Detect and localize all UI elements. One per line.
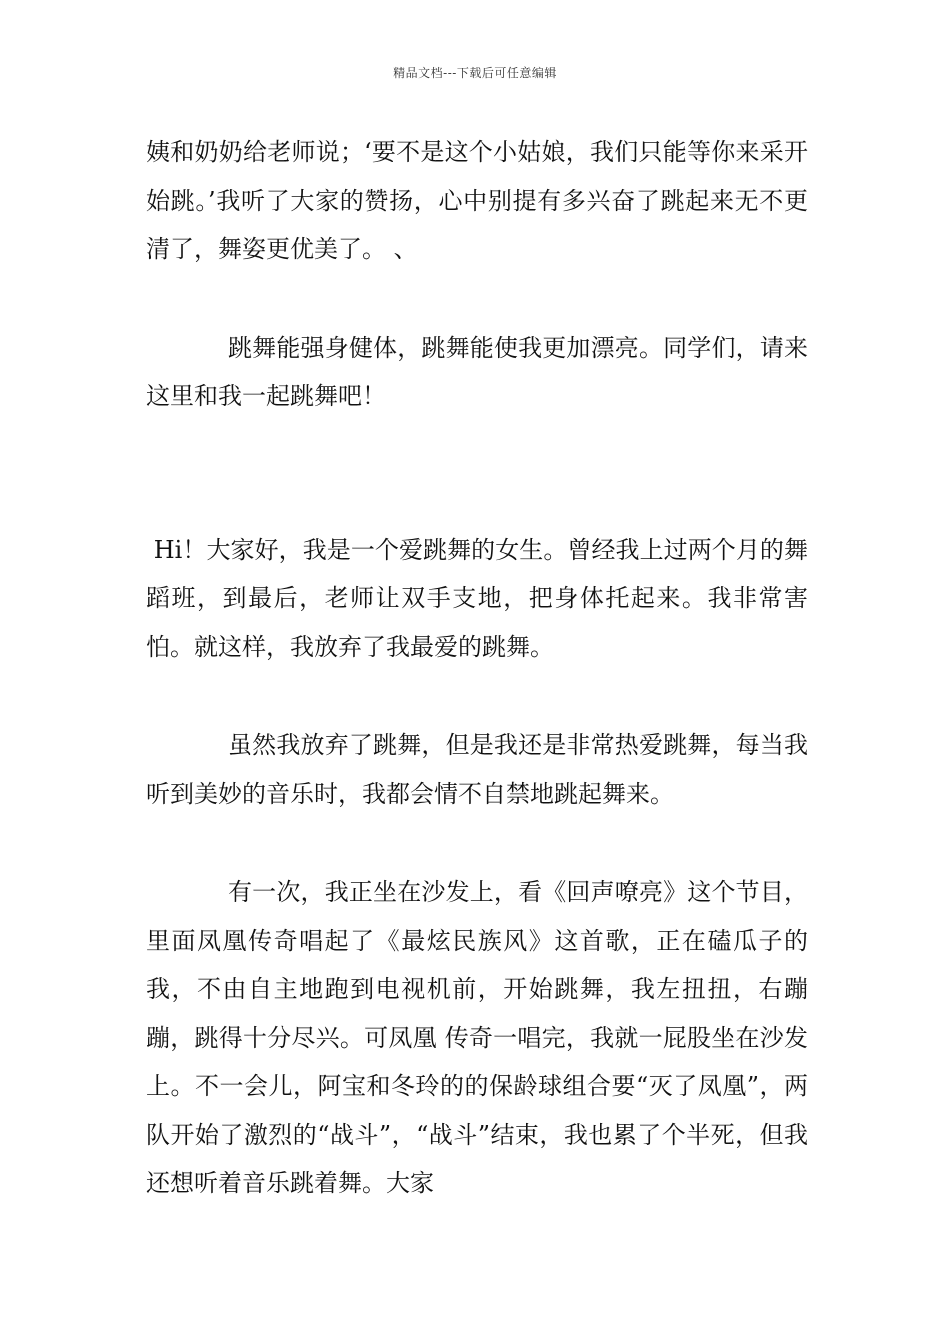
- paragraph-4: 虽然我放弃了跳舞，但是我还是非常热爱跳舞，每当我听到美妙的音乐时，我都会情不自禁地跳起舞来。: [146, 731, 808, 808]
- page-header: 精品文档---下载后可任意编辑: [393, 66, 557, 80]
- document-body: [146, 128, 808, 1208]
- paragraph-5: 有一次，我正坐在沙发上，看《回声嘹亮》这个节目，里面凤凰传奇唱起了《最炫民族风》这首歌，正在磕瓜子的我，不由自主地跑到电视机前，开始跳舞，我左扭扭，右蹦蹦，跳得十分尽兴。可凤凰 传奇一唱完，我就一屁股坐在沙发上。不一会儿，阿宝和冬玲的的保龄球组合要“灭了凤凰”，两队开始了激烈的“战斗”，“战斗”结束，我也累了个半死，但我还想听着音乐跳着舞。大家: [146, 878, 808, 1197]
- paragraph-2: 跳舞能强身健体，跳舞能使我更加漂亮。同学们，请来这里和我一起跳舞吧！: [146, 333, 808, 410]
- paragraph-3: Hi！大家好，我是一个爱跳舞的女生。曾经我上过两个月的舞蹈班，到最后，老师让双手支地，把身体托起来。我非常害怕。就这样，我放弃了我最爱的跳舞。: [146, 535, 808, 661]
- paragraph-1: 姨和奶奶给老师说；‘要不是这个小姑娘，我们只能等你来采开始跳。’我听了大家的赞扬，心中别提有多兴奋了跳起来无不更清了，舞姿更优美了。 、: [146, 138, 808, 263]
